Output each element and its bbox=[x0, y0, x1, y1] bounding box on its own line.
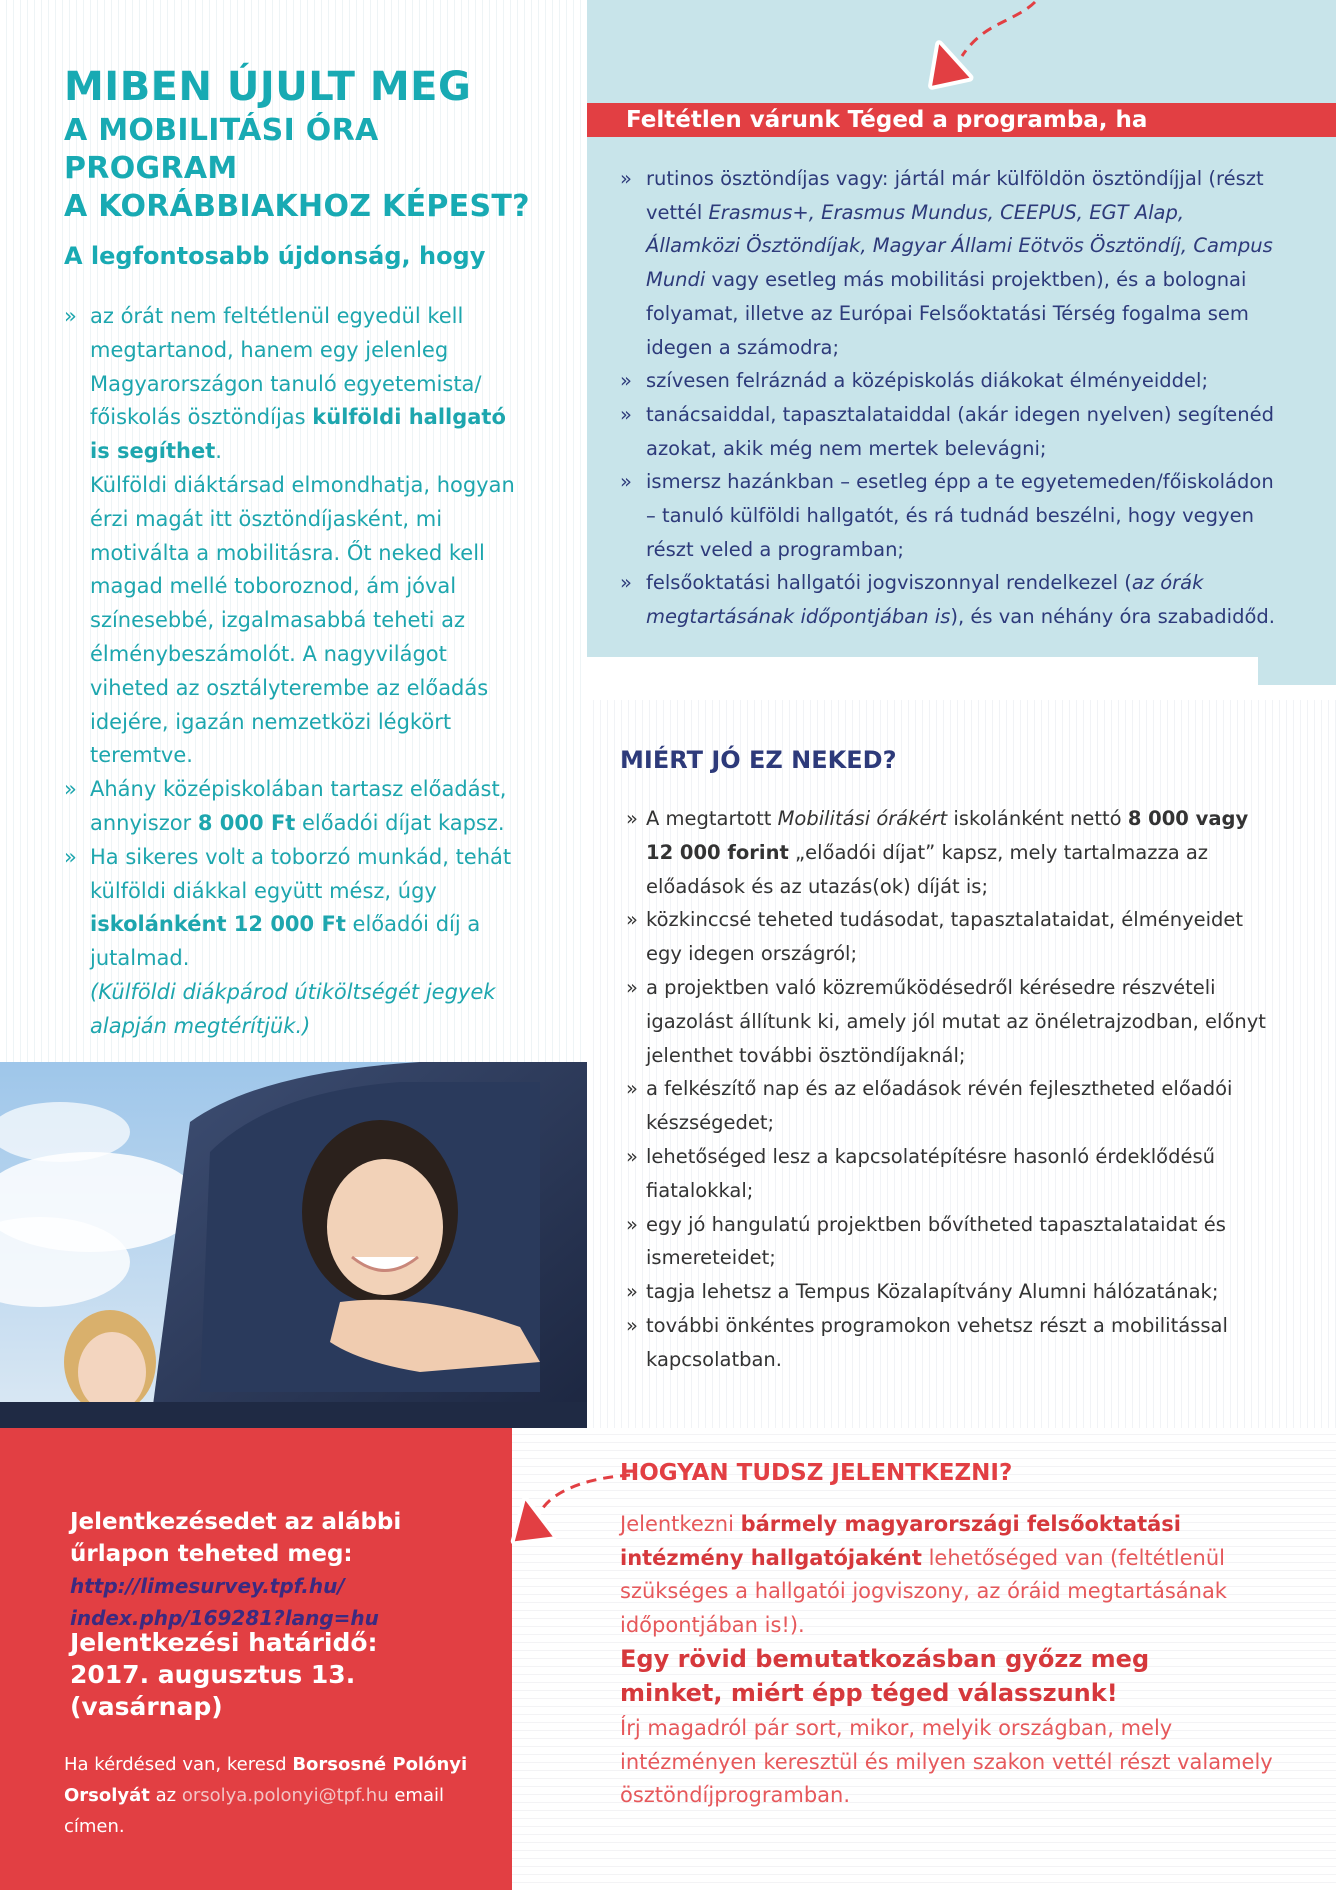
list-item: » a projektben való közreműködésedről kérésedre részvételi igazolást állítunk ki, amely jól mutat az önéletrajzodban, előnyt jelenthet további ösztöndíjaknál; bbox=[626, 971, 1276, 1072]
curved-arrow-icon bbox=[900, 0, 1040, 95]
deadline bbox=[70, 1627, 510, 1723]
list-item-highlight: külföldi hallgató is segíthet bbox=[90, 405, 506, 464]
list-item-text: vagy esetleg más mobilitási projektben), és a bolognai folyamat, illetve az Európai Felsőoktatási Térség fogalma sem idegen a számodra; bbox=[646, 268, 1249, 359]
list-item bbox=[620, 566, 1280, 633]
list-item-text: „előadói díjat” kapsz, mely tartalmazza az előadások és az utazás(ok) díját is; bbox=[646, 840, 1209, 898]
list-item: » szívesen felráznád a középiskolás diákokat élményeiddel; bbox=[620, 364, 1280, 398]
list-item-text: Ha sikeres volt a toborzó munkád, tehát külföldi diákkal együtt mész, úgy bbox=[90, 844, 512, 903]
list-item bbox=[64, 841, 524, 976]
contact-label: Ha kérdésed van, keresd bbox=[64, 1754, 293, 1775]
list-item-text: előadói díj a jutalmad. bbox=[90, 912, 481, 971]
list-item-text: A megtartott bbox=[646, 807, 778, 830]
list-item: » közkinccsé teheted tudásodat, tapasztalataidat, élményeidet egy idegen országról; bbox=[626, 903, 1276, 971]
list-item-italic: Mobilitási órákért bbox=[777, 807, 948, 830]
intro-paragraph: Írj magadról pár sort, mikor, melyik országban, mely intézményen keresztül és milyen szakon vettél részt valamely ösztöndíjprogramban. bbox=[620, 1716, 1273, 1807]
list-item-italic: az órák megtartásának időpontjában is bbox=[646, 571, 1204, 629]
list-item-note-text: (Külföldi diákpárod útiköltségét jegyek alapján megtérítjük.) bbox=[90, 979, 496, 1038]
list-item bbox=[64, 300, 524, 469]
deadline-label: Jelentkezési határidő: bbox=[70, 1628, 378, 1657]
list-item-text: előadói díjat kapsz. bbox=[295, 810, 505, 835]
contact-name: Borsosné Polónyi Orsolyát bbox=[64, 1754, 468, 1806]
how-paragraph bbox=[620, 1508, 1276, 1642]
list-item-text: . bbox=[215, 439, 222, 464]
list-item-italic: Erasmus+, Erasmus Mundus, CEEPUS, EGT Alap, Államközi Ösztöndíjak, Magyar Állami Eötvös Ösztöndíj, Campus Mundi bbox=[646, 200, 1273, 292]
list-item: » lehetőséged lesz a kapcsolatépítésre hasonló érdeklődésű fiatalokkal; bbox=[626, 1140, 1276, 1208]
contact-email-link[interactable]: orsolya.polonyi@tpf.hu bbox=[181, 1785, 389, 1806]
list-item-highlight: iskolánként 12 000 Ft bbox=[90, 912, 346, 937]
left-subtitle: A legfontosabb újdonság, hogy bbox=[64, 242, 486, 270]
photo-girls-in-car bbox=[0, 1062, 587, 1428]
list-item-text: az órát nem feltétlenül egyedül kell megtartanod, hanem egy jelenleg Magyarországon tanuló egyetemista/ főiskolás ösztöndíjas bbox=[90, 304, 482, 430]
contact-label: az bbox=[149, 1785, 182, 1806]
main-heading-line1: MIBEN ÚJULT MEG bbox=[64, 64, 472, 110]
how-highlight: bármely magyarországi felsőoktatási intézmény hallgatójaként bbox=[620, 1512, 1182, 1570]
contact-text bbox=[64, 1749, 504, 1842]
list-item-text: felsőoktatási hallgatói jogviszonnyal rendelkezel ( bbox=[646, 571, 1132, 595]
deadline-date: 2017. augusztus 13. (vasárnap) bbox=[70, 1660, 356, 1721]
news-list bbox=[64, 300, 524, 1044]
list-item-text: Ahány középiskolában tartasz előadást, annyiszor bbox=[90, 777, 507, 835]
main-heading-line3: A KORÁBBIAKHOZ KÉPEST? bbox=[64, 189, 530, 224]
list-item-text: rutinos ösztöndíjas vagy: jártál már külföldön ösztöndíjjal (részt vettél bbox=[646, 167, 1264, 224]
list-item: » tagja lehetsz a Tempus Közalapítvány Alumni hálózatának; bbox=[626, 1275, 1276, 1309]
registration-text bbox=[70, 1506, 500, 1634]
list-item: » tanácsaiddal, tapasztalataiddal (akár idegen nyelven) segítenéd azokat, akik még nem mertek belevágni; bbox=[620, 398, 1280, 465]
benefits-list bbox=[626, 802, 1276, 1377]
how-text: Jelentkezni bbox=[620, 1512, 741, 1536]
list-item-highlight: 8 000 vagy 12 000 forint bbox=[646, 807, 1249, 864]
list-item-paragraph: Külföldi diáktársad elmondhatja, hogyan érzi magát itt ösztöndíjasként, mi motiválta a mobilitásra. Őt neked kell magad mellé toboroznod, ám jóval színesebbé, izgalmasabbá teheti az élménybeszámolót. A nagyvilágot viheted az osztályterembe az előadás idejére, igazán nemzetközi légkört teremtve. bbox=[90, 472, 515, 768]
intro-heading bbox=[620, 1642, 1220, 1710]
registration-link[interactable]: http://limesurvey.tpf.hu/ index.php/169281?lang=hu bbox=[70, 1574, 379, 1630]
why-heading: MIÉRT JÓ EZ NEKED? bbox=[620, 746, 897, 774]
curved-arrow-icon bbox=[490, 1455, 635, 1565]
list-item: » egy jó hangulatú projektben bővítheted tapasztalataidat és ismereteidet; bbox=[626, 1208, 1276, 1276]
list-item: » a felkészítő nap és az előadások révén fejlesztheted előadói készségedet; bbox=[626, 1072, 1276, 1140]
list-item bbox=[64, 773, 524, 841]
list-item: » további önkéntes programokon vehetsz részt a mobilitással kapcsolatban. bbox=[626, 1309, 1276, 1377]
list-item-note bbox=[64, 976, 524, 1044]
main-heading-line2: A MOBILITÁSI ÓRA PROGRAM bbox=[64, 113, 379, 186]
list-item-text: ), és van néhány óra szabadidőd. bbox=[950, 605, 1275, 629]
intro-heading-line2: minket, miért épp téged válasszunk! bbox=[620, 1679, 1118, 1707]
list-item bbox=[620, 162, 1280, 364]
conditions-box-tab bbox=[1258, 657, 1336, 685]
list-item bbox=[626, 802, 1276, 903]
list-item-highlight: 8 000 Ft bbox=[197, 810, 296, 835]
intro-heading-line1: Egy rövid bemutatkozásban győzz meg bbox=[620, 1645, 1150, 1673]
list-item-text: iskolánként nettó bbox=[947, 807, 1128, 830]
contact-label: email címen. bbox=[64, 1785, 444, 1837]
how-text: lehetőséged van (feltétlenül szükséges a hallgatói jogviszony, az óráid megtartásának időpontjában is!). bbox=[620, 1545, 1227, 1637]
conditions-banner-text: Feltétlen várunk Téged a programba, ha bbox=[626, 107, 1148, 133]
list-item: » ismersz hazánkban – esetleg épp a te egyetemeden/főiskoládon – tanuló külföldi hallgatót, és rá tudnád beszélni, hogy vegyen részt veled a programban; bbox=[620, 465, 1280, 566]
registration-label: Jelentkezésedet az alábbi űrlapon teheted meg: bbox=[70, 1509, 402, 1567]
how-heading: HOGYAN TUDSZ JELENTKEZNI? bbox=[620, 1460, 1013, 1486]
main-heading bbox=[64, 62, 544, 226]
conditions-list bbox=[620, 162, 1280, 634]
